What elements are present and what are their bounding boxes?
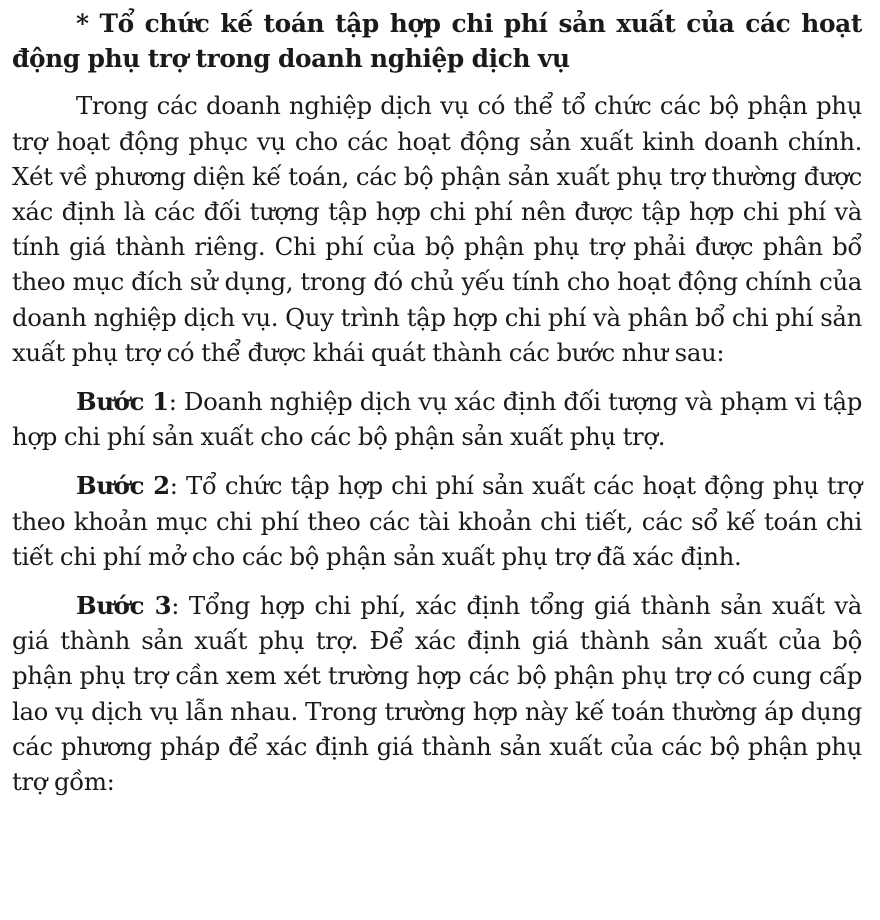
section-heading: * Tổ chức kế toán tập hợp chi phí sản xuất của các hoạt động phụ trợ trong doanh nghiệp dịch vụ [12, 9, 862, 74]
step-1-paragraph [12, 384, 862, 454]
step-2-paragraph [12, 468, 862, 574]
step-3-paragraph [12, 588, 862, 799]
step-3-label: Bước 3 [76, 591, 172, 621]
intro-paragraph: Trong các doanh nghiệp dịch vụ có thể tổ chức các bộ phận phụ trợ hoạt động phục vụ cho các hoạt động sản xuất kinh doanh chính. Xét về phương diện kế toán, các bộ phận sản xuất phụ trợ thường được xác định là các đối tượng tập hợp chi phí nên được tập hợp chi phí và tính giá thành riêng. Chi phí của bộ phận phụ trợ phải được phân bổ theo mục đích sử dụng, trong đó chủ yếu tính cho hoạt động chính của doanh nghiệp dịch vụ. Quy trình tập hợp chi phí và phân bổ chi phí sản xuất phụ trợ có thể được khái quát thành các bước như sau: [12, 91, 862, 367]
step-3-text: : Tổng hợp chi phí, xác định tổng giá thành sản xuất và giá thành sản xuất phụ trợ. Để xác định giá thành sản xuất của bộ phận phụ trợ cần xem xét trường hợp các bộ phận phụ trợ có cung cấp lao vụ dịch vụ lẫn nhau. Trong trường hợp này kế toán thường áp dụng các phương pháp để xác định giá thành sản xuất của các bộ phận phụ trợ gồm: [12, 591, 862, 797]
step-1-label: Bước 1 [76, 387, 169, 417]
step-2-label: Bước 2 [76, 471, 170, 501]
step-1-text: : Doanh nghiệp dịch vụ xác định đối tượng và phạm vi tập hợp chi phí sản xuất cho các bộ phận sản xuất phụ trợ. [12, 387, 862, 452]
step-2-text: : Tổ chức tập hợp chi phí sản xuất các hoạt động phụ trợ theo khoản mục chi phí theo các tài khoản chi tiết, các sổ kế toán chi tiết chi phí mở cho các bộ phận sản xuất phụ trợ đã xác định. [12, 471, 862, 571]
